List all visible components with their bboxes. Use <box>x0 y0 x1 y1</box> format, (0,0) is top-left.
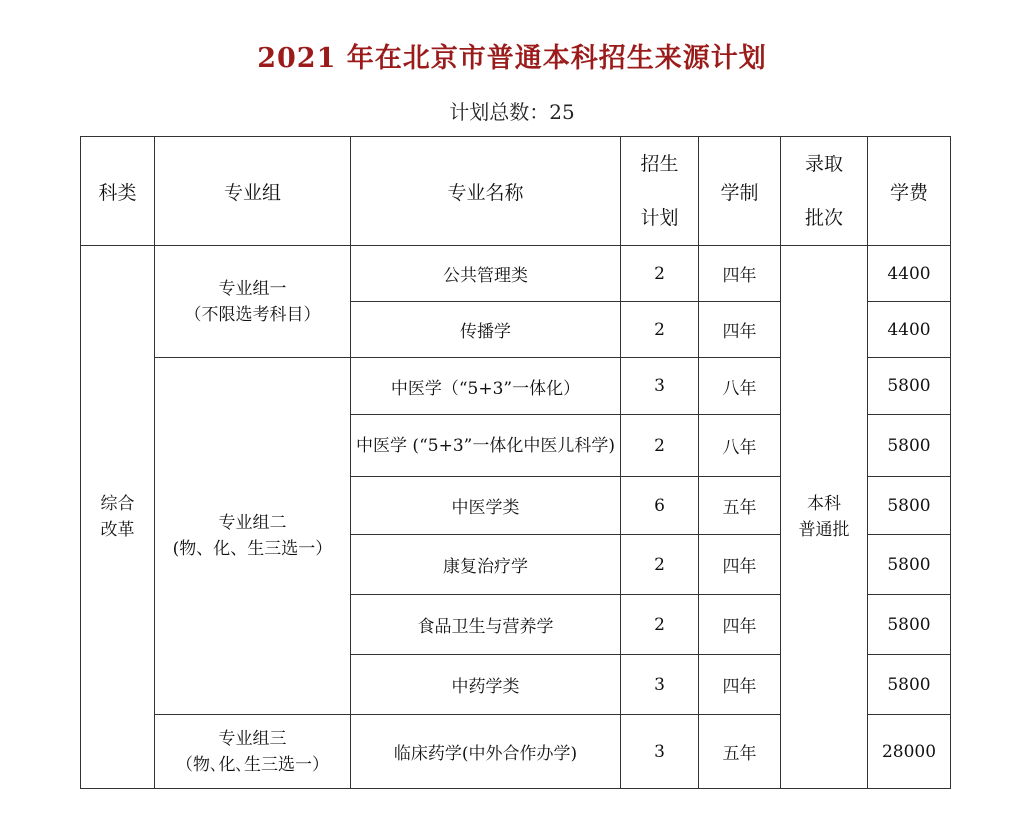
category-cell <box>81 246 155 789</box>
table-row <box>81 246 951 302</box>
enrollment-plan-table <box>80 136 951 789</box>
plan-count: 3 <box>621 655 699 715</box>
group-2-line2: (物、化、生三选一） <box>172 539 333 559</box>
major-name: 食品卫生与营养学 <box>351 595 621 655</box>
tuition-fee: 5800 <box>868 655 951 715</box>
tuition-fee: 5800 <box>868 415 951 477</box>
tuition-fee: 5800 <box>868 477 951 535</box>
plan-count: 3 <box>621 358 699 415</box>
duration: 五年 <box>699 477 781 535</box>
header-batch <box>781 137 868 246</box>
major-name: 中医学 (“5+3”一体化中医儿科学) <box>351 415 621 477</box>
plan-count: 2 <box>621 302 699 358</box>
duration: 八年 <box>699 358 781 415</box>
duration: 四年 <box>699 535 781 595</box>
header-batch-line2: 批次 <box>804 207 843 229</box>
duration: 四年 <box>699 655 781 715</box>
header-fee: 学费 <box>868 137 951 246</box>
plan-count: 3 <box>621 715 699 789</box>
group-cell-3 <box>155 715 351 789</box>
group-3-line2: （物､化､生三选一） <box>176 754 329 775</box>
major-name: 中药学类 <box>351 655 621 715</box>
major-name: 公共管理类 <box>351 246 621 302</box>
batch-line1: 本科 <box>807 494 841 514</box>
header-plan <box>621 137 699 246</box>
tuition-fee: 5800 <box>868 358 951 415</box>
header-duration: 学制 <box>699 137 781 246</box>
major-name: 临床药学(中外合作办学) <box>351 715 621 789</box>
group-cell-1 <box>155 246 351 358</box>
header-plan-line1: 招生 <box>640 153 679 175</box>
major-name: 康复治疗学 <box>351 535 621 595</box>
header-group: 专业组 <box>155 137 351 246</box>
category-line2: 改革 <box>100 520 135 540</box>
batch-cell <box>781 246 868 789</box>
batch-line2: 普通批 <box>798 520 850 540</box>
group-1-line1: 专业组一 <box>218 278 287 299</box>
major-name: 中医学类 <box>351 477 621 535</box>
tuition-fee: 5800 <box>868 595 951 655</box>
category-line1: 综合 <box>100 494 135 514</box>
header-plan-line2: 计划 <box>640 207 679 229</box>
plan-count: 2 <box>621 595 699 655</box>
plan-total: 计划总数：25 <box>449 100 575 124</box>
group-2-line1: 专业组二 <box>218 513 287 533</box>
duration: 四年 <box>699 595 781 655</box>
major-name: 传播学 <box>351 302 621 358</box>
tuition-fee: 4400 <box>868 246 951 302</box>
plan-count: 6 <box>621 477 699 535</box>
group-cell-2 <box>155 358 351 715</box>
tuition-fee: 4400 <box>868 302 951 358</box>
tuition-fee: 5800 <box>868 535 951 595</box>
header-major: 专业名称 <box>351 137 621 246</box>
duration: 四年 <box>699 246 781 302</box>
header-category: 科类 <box>81 137 155 246</box>
duration: 五年 <box>699 715 781 789</box>
plan-count: 2 <box>621 535 699 595</box>
major-name: 中医学（“5+3”一体化） <box>351 358 621 415</box>
header-batch-line1: 录取 <box>804 153 843 175</box>
group-3-line1: 专业组三 <box>218 728 287 749</box>
group-1-line2: （不限选考科目） <box>184 304 321 325</box>
table-header-row <box>81 137 951 246</box>
duration: 八年 <box>699 415 781 477</box>
tuition-fee: 28000 <box>868 715 951 789</box>
plan-count: 2 <box>621 415 699 477</box>
page-title: 2021 年在北京市普通本科招生来源计划 <box>257 43 767 74</box>
plan-count: 2 <box>621 246 699 302</box>
duration: 四年 <box>699 302 781 358</box>
